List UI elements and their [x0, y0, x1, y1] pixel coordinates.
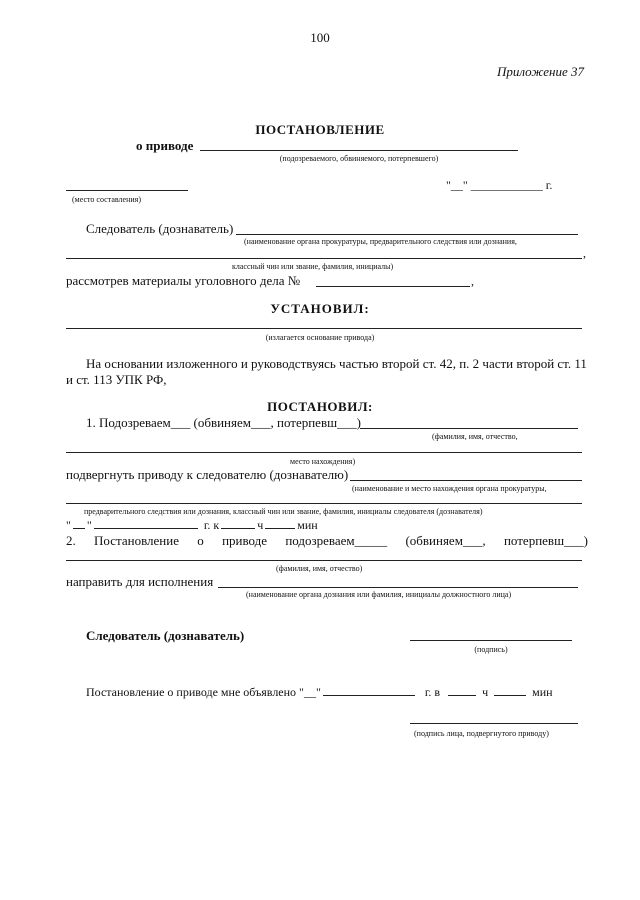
caption-org: (наименование органа прокуратуры, предварительного следствия или дознания,: [244, 237, 517, 246]
announce-hour-blank[interactable]: [448, 684, 476, 696]
basis-paragraph-line1: На основании изложенного и руководствуясь частью второй ст. 42, п. 2 части второй ст. 11: [86, 356, 587, 371]
caption-location: место нахождения): [290, 457, 356, 466]
announce-month-blank[interactable]: [323, 684, 415, 696]
announce-hours: ч: [482, 685, 489, 699]
direct-label: направить для исполнения: [66, 574, 214, 589]
item2-name-line[interactable]: [66, 560, 582, 561]
caption-org2: (наименование и место нахождения органа прокуратуры,: [352, 484, 547, 493]
place-line[interactable]: [66, 190, 188, 191]
item2-row: [66, 533, 588, 549]
caption-person: (подозреваемого, обвиняемого, потерпевшего): [279, 154, 439, 163]
announce-prefix: Постановление о приводе мне объявлено "__": [86, 685, 321, 699]
announce-minute-blank[interactable]: [494, 684, 526, 696]
item2-word: подозреваем_____: [285, 533, 388, 548]
quote-mark: ": [66, 518, 71, 532]
item2-word: приводе: [222, 533, 268, 548]
caption-signature-2: (подпись лица, подвергнутого приводу): [414, 729, 549, 738]
basis-paragraph-line2: и ст. 113 УПК РФ,: [66, 372, 167, 387]
hours-label: ч: [257, 518, 264, 532]
executor-line[interactable]: [218, 587, 578, 588]
investigator-line[interactable]: [236, 234, 578, 235]
investigator-details-line[interactable]: [66, 503, 582, 504]
item2-word: о: [197, 533, 204, 548]
announce-row: [86, 684, 553, 700]
document-title: ПОСТАНОВЛЕНИЕ: [255, 122, 385, 137]
item2-number: 2.: [66, 533, 76, 548]
page-number: 100: [310, 30, 330, 45]
caption-investigator: предварительного следствия или дознания, классный чин или звание, фамилия, инициалы следователя (дознавателя): [84, 507, 483, 516]
announce-year: г. в: [424, 685, 441, 699]
item2-word: (обвиняем___,: [405, 533, 486, 548]
item2-word: Постановление: [94, 533, 179, 548]
subtitle-prefix: о приводе: [136, 138, 194, 153]
caption-exec: (наименование органа дознания или фамилия, инициалы должностного лица): [246, 590, 512, 599]
caption-fio2: (фамилия, имя, отчество): [276, 564, 363, 573]
appendix-label: Приложение 37: [496, 64, 584, 79]
established-heading: УСТАНОВИЛ:: [270, 301, 370, 316]
quote-mark: ": [86, 518, 92, 532]
case-label: рассмотрев материалы уголовного дела №: [66, 273, 301, 288]
location-line[interactable]: [66, 452, 582, 453]
item1-name-line[interactable]: [360, 428, 578, 429]
date-field[interactable]: "__" ____________ г.: [446, 178, 553, 192]
basis-line[interactable]: [66, 328, 582, 329]
signer-title: Следователь (дознаватель): [86, 628, 245, 643]
item2-word: потерпевш___): [503, 533, 588, 548]
announce-minutes: мин: [532, 685, 553, 699]
year-prefix: г. к: [203, 518, 220, 532]
day-blank[interactable]: [73, 517, 85, 529]
rank-line[interactable]: [66, 258, 582, 259]
caption-signature: (подпись): [474, 645, 508, 654]
person-name-line[interactable]: [200, 150, 518, 151]
case-number-line[interactable]: [316, 286, 470, 287]
minute-blank[interactable]: [265, 517, 295, 529]
comma-mark: ,: [471, 274, 474, 288]
minutes-label: мин: [297, 518, 318, 532]
caption-rank: классный чин или звание, фамилия, инициалы): [232, 262, 394, 271]
subject-label: подвергнуть приводу к следователю (дознавателю): [66, 467, 349, 482]
subject-line[interactable]: [350, 480, 582, 481]
hour-blank[interactable]: [221, 517, 255, 529]
caption-place: (место составления): [72, 195, 141, 204]
signature-line[interactable]: [410, 640, 572, 641]
item1-text: 1. Подозреваем___ (обвиняем___, потерпевш___): [86, 415, 361, 430]
caption-basis: (излагается основание привода): [265, 333, 375, 342]
investigator-label: Следователь (дознаватель): [86, 221, 234, 236]
caption-fio: (фамилия, имя, отчество,: [432, 432, 518, 441]
comma-mark: ,: [583, 246, 586, 260]
month-blank[interactable]: [94, 517, 198, 529]
signature-line-2[interactable]: [410, 723, 578, 724]
decided-heading: ПОСТАНОВИЛ:: [267, 399, 373, 414]
time-row: [66, 517, 588, 533]
